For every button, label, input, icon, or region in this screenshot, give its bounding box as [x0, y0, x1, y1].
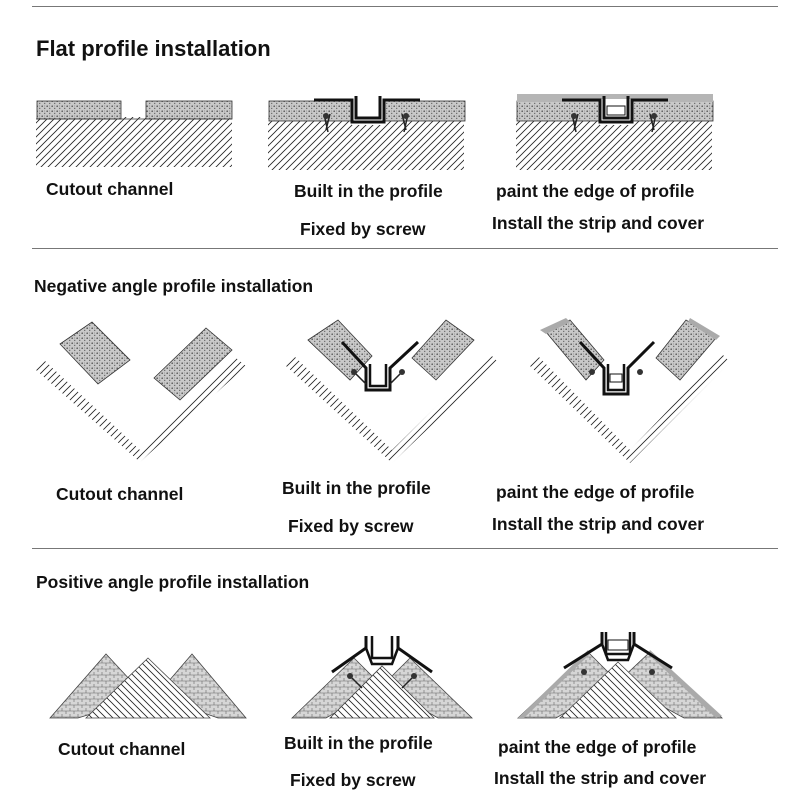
positive-caption-install: Install the strip and cover [494, 768, 706, 788]
positive-caption-cutout: Cutout channel [58, 739, 186, 759]
negative-built-in-diagram [286, 318, 498, 463]
negative-paint-diagram [530, 318, 730, 463]
negative-caption-install: Install the strip and cover [492, 514, 704, 534]
positive-paint-diagram [518, 630, 722, 720]
positive-caption-built: Built in the profile [284, 733, 433, 753]
flat-caption-paint: paint the edge of profile [496, 181, 695, 201]
section-divider [32, 248, 778, 249]
negative-caption-paint: paint the edge of profile [496, 482, 695, 502]
flat-paint-diagram [516, 90, 712, 170]
flat-cutout-diagram [36, 95, 232, 167]
positive-cutout-diagram [50, 648, 246, 720]
flat-caption-install: Install the strip and cover [492, 213, 704, 233]
negative-caption-built: Built in the profile [282, 478, 431, 498]
section-title-positive: Positive angle profile installation [36, 572, 310, 592]
flat-built-in-diagram [268, 90, 464, 170]
negative-caption-fixed: Fixed by screw [288, 516, 414, 536]
section-title-negative: Negative angle profile installation [34, 276, 314, 296]
section-title-flat: Flat profile installation [36, 36, 271, 61]
negative-cutout-diagram [36, 322, 246, 462]
flat-caption-built: Built in the profile [294, 181, 443, 201]
top-divider [32, 6, 778, 7]
positive-caption-paint: paint the edge of profile [498, 737, 697, 757]
flat-caption-cutout: Cutout channel [46, 179, 174, 199]
section-divider [32, 548, 778, 549]
flat-caption-fixed: Fixed by screw [300, 219, 426, 239]
positive-caption-fixed: Fixed by screw [290, 770, 416, 790]
positive-built-in-diagram [292, 636, 472, 720]
negative-caption-cutout: Cutout channel [56, 484, 184, 504]
